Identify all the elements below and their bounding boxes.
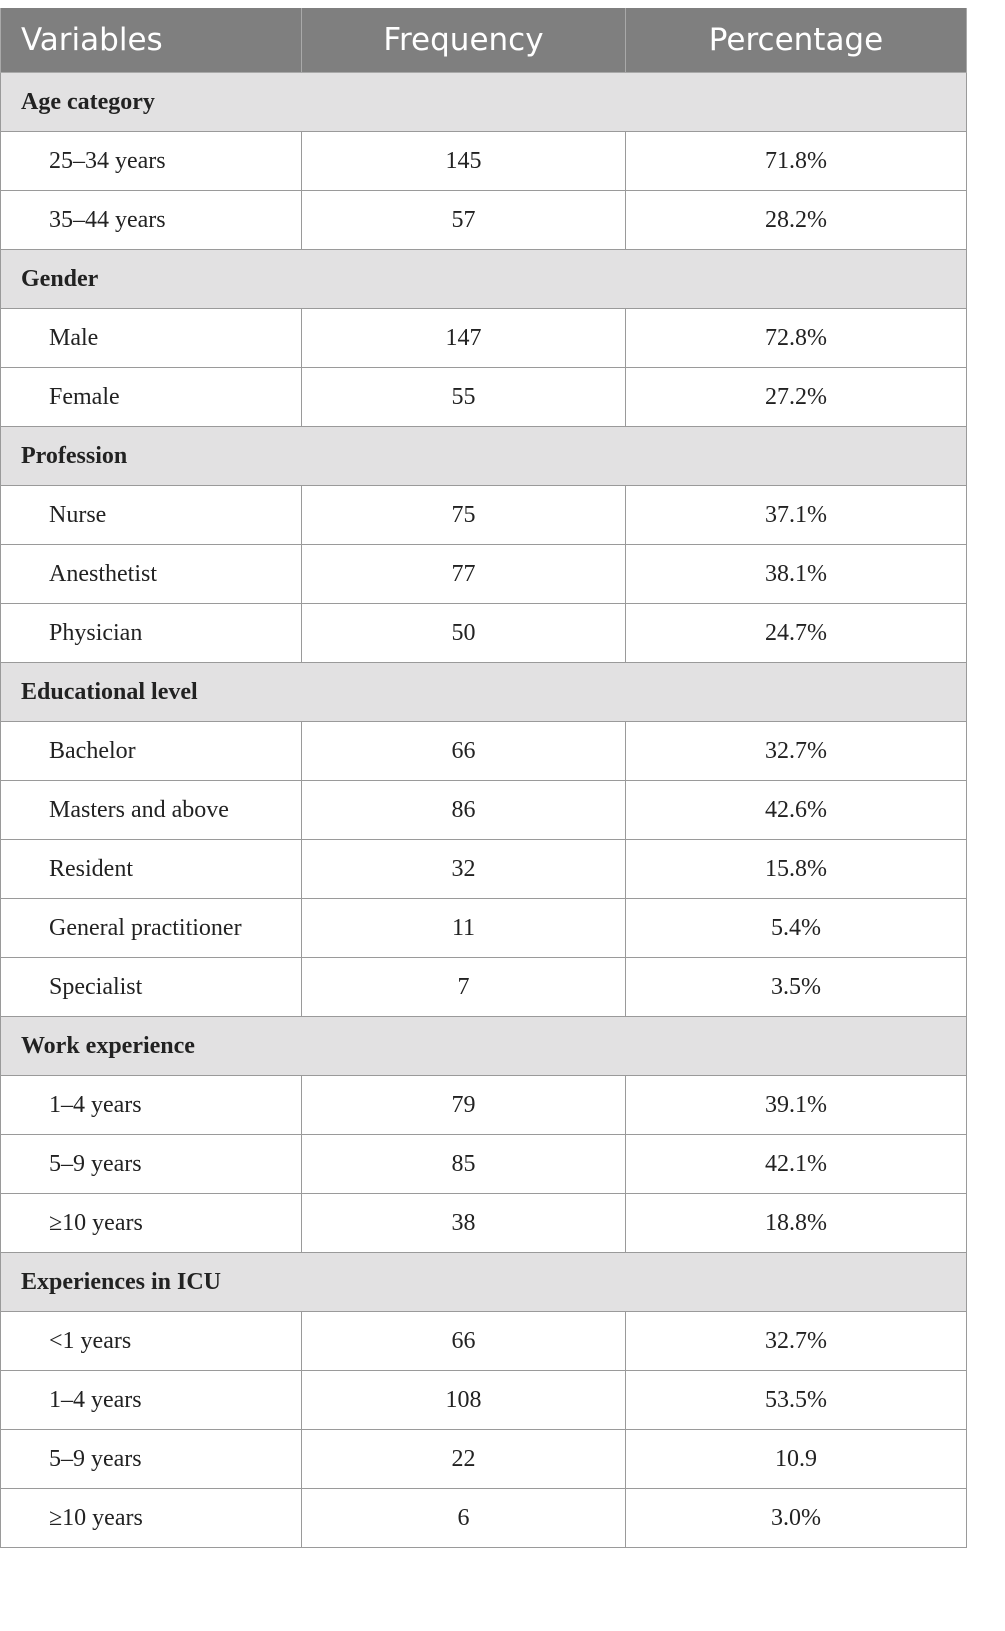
row-frequency: 86	[302, 781, 626, 840]
header-frequency: Frequency	[302, 8, 626, 73]
row-percentage: 42.6%	[626, 781, 967, 840]
group-title: Work experience	[1, 1017, 967, 1076]
row-label: Specialist	[1, 958, 302, 1017]
demographics-table	[0, 8, 967, 1548]
row-frequency: 75	[302, 486, 626, 545]
header-variables: Variables	[1, 8, 302, 73]
table-row	[1, 191, 967, 250]
table-row	[1, 1194, 967, 1253]
row-percentage: 42.1%	[626, 1135, 967, 1194]
row-percentage: 27.2%	[626, 368, 967, 427]
group-row	[1, 73, 967, 132]
group-title: Educational level	[1, 663, 967, 722]
group-title: Experiences in ICU	[1, 1253, 967, 1312]
row-label: Nurse	[1, 486, 302, 545]
table-row	[1, 309, 967, 368]
row-percentage: 15.8%	[626, 840, 967, 899]
row-percentage: 3.0%	[626, 1489, 967, 1548]
row-percentage: 37.1%	[626, 486, 967, 545]
table-row	[1, 132, 967, 191]
row-percentage: 18.8%	[626, 1194, 967, 1253]
row-percentage: 71.8%	[626, 132, 967, 191]
row-label: Bachelor	[1, 722, 302, 781]
row-percentage: 38.1%	[626, 545, 967, 604]
row-frequency: 32	[302, 840, 626, 899]
header-row	[1, 8, 967, 73]
row-label: ≥10 years	[1, 1489, 302, 1548]
row-label: 35–44 years	[1, 191, 302, 250]
row-frequency: 57	[302, 191, 626, 250]
table-row	[1, 781, 967, 840]
row-label: Physician	[1, 604, 302, 663]
row-frequency: 22	[302, 1430, 626, 1489]
row-percentage: 28.2%	[626, 191, 967, 250]
row-frequency: 79	[302, 1076, 626, 1135]
row-frequency: 11	[302, 899, 626, 958]
row-percentage: 5.4%	[626, 899, 967, 958]
row-label: 25–34 years	[1, 132, 302, 191]
row-label: Female	[1, 368, 302, 427]
table-row	[1, 840, 967, 899]
row-frequency: 55	[302, 368, 626, 427]
table-row	[1, 722, 967, 781]
table-row	[1, 1371, 967, 1430]
table-row	[1, 604, 967, 663]
row-label: Anesthetist	[1, 545, 302, 604]
row-frequency: 66	[302, 722, 626, 781]
row-percentage: 53.5%	[626, 1371, 967, 1430]
group-row	[1, 427, 967, 486]
row-frequency: 77	[302, 545, 626, 604]
row-label: General practitioner	[1, 899, 302, 958]
row-frequency: 38	[302, 1194, 626, 1253]
group-row	[1, 1017, 967, 1076]
table-row	[1, 1430, 967, 1489]
row-label: Masters and above	[1, 781, 302, 840]
table-row	[1, 1489, 967, 1548]
table-row	[1, 1312, 967, 1371]
row-label: Resident	[1, 840, 302, 899]
row-frequency: 50	[302, 604, 626, 663]
row-label: ≥10 years	[1, 1194, 302, 1253]
row-percentage: 24.7%	[626, 604, 967, 663]
table-row	[1, 368, 967, 427]
row-percentage: 3.5%	[626, 958, 967, 1017]
group-row	[1, 250, 967, 309]
row-percentage: 32.7%	[626, 1312, 967, 1371]
table-row	[1, 899, 967, 958]
group-title: Age category	[1, 73, 967, 132]
row-percentage: 10.9	[626, 1430, 967, 1489]
row-label: 1–4 years	[1, 1371, 302, 1430]
table-row	[1, 545, 967, 604]
group-title: Gender	[1, 250, 967, 309]
table-row	[1, 958, 967, 1017]
group-row	[1, 1253, 967, 1312]
row-label: <1 years	[1, 1312, 302, 1371]
table-row	[1, 1135, 967, 1194]
header-percentage: Percentage	[626, 8, 967, 73]
group-row	[1, 663, 967, 722]
row-frequency: 7	[302, 958, 626, 1017]
group-title: Profession	[1, 427, 967, 486]
row-frequency: 108	[302, 1371, 626, 1430]
row-label: Male	[1, 309, 302, 368]
row-frequency: 66	[302, 1312, 626, 1371]
row-percentage: 32.7%	[626, 722, 967, 781]
row-label: 5–9 years	[1, 1430, 302, 1489]
table-row	[1, 486, 967, 545]
row-frequency: 85	[302, 1135, 626, 1194]
row-frequency: 6	[302, 1489, 626, 1548]
row-percentage: 39.1%	[626, 1076, 967, 1135]
table-row	[1, 1076, 967, 1135]
row-percentage: 72.8%	[626, 309, 967, 368]
row-frequency: 147	[302, 309, 626, 368]
row-label: 5–9 years	[1, 1135, 302, 1194]
row-label: 1–4 years	[1, 1076, 302, 1135]
row-frequency: 145	[302, 132, 626, 191]
